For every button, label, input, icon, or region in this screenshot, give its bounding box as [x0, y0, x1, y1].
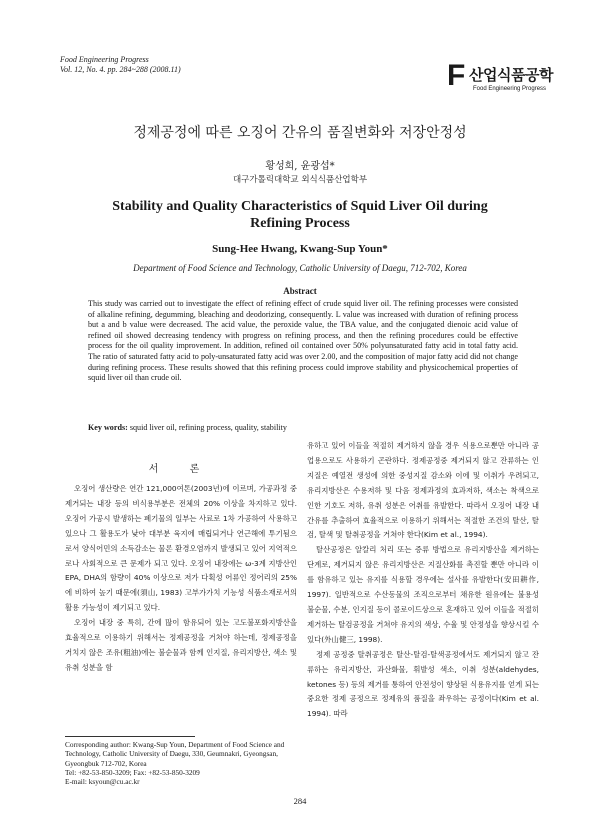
english-authors: Sung-Hee Hwang, Kwang-Sup Youn* [212, 243, 388, 255]
logo-korean-text: 산업식품공학 [469, 66, 553, 84]
footnote-author: Corresponding author: Kwang-Sup Youn, Department of Food Science and Technology, Catholic University of Daegu, 330, Geumnakri, Gyeongsan, Gyeongbuk 712-702, Korea [65, 740, 285, 768]
right-paragraph-2: 탈산공정은 알칼리 처리 또는 증류 방법으로 유리지방산을 제거하는 단계로, 제거되지 않은 유리지방산은 지질산화를 촉진할 뿐만 아니라 이를 함유하고 있는 유지를 식용할 경우에는 설사를 유발한다(安田耕作, 1997). 일반적으로 수산동물의 조직으로부터 채유한 원유에는 불용성 불순물, 수분, 인지질 등이 콜로이드상으로 혼재하고 있어 이들을 적절히 제거하는 탈검공정을 거쳐야 유지의 색상, 수율 및 안정성을 향상시킬 수 있다(外山健三, 1998). [307, 545, 539, 644]
right-paragraph-1: 유하고 있어 이들을 적절히 제거하지 않을 경우 식용으로뿐만 아니라 공업용으로도 사용하기 곤란하다. 정제공정중 제거되지 않고 잔류하는 인지질은 예열전 생성에 의한 중성지질 감소와 이에 및 이취가 우려되고, 유리지방산은 수용저하 및 다음 정제과정의 효과저하, 색소는 착색으로 인한 기호도 저하, 유취 성분은 어취를 유발한다. 따라서 오징어 내장 내 간유를 추출하여 효율적으로 이용하기 위해서는 적절한 조건의 탈산, 탈검, 탈색 및 탈취공정을 거쳐야 한다(Kim et al., 1994). [307, 441, 539, 540]
abstract-text: This study was carried out to investigate the effect of refining effect of crude squid liver oil. The refining processes were consisted of alkaline refining, degumming, bleaching and deodorizing, consequently. L value was increased with duration of refining process but a and b value were decreased. The acid value, the peroxide value, the TBA value, and the conjugated dienoic acid value of refined oil showed decreasing tendency with progress on refining process, and then the refining procedures could be effective process for the oil quality improvement. In addition, refined oil contained over 50% polyunsaturated fatty acid in total fatty acid. The ratio of saturated fatty acid to poly-unsaturated fatty acid was over 2.00, and the composition of major fatty acid did not change during refining process. These results showed that this refining process could improve stability and physicochemical properties of squid liver oil than crude oil. [88, 299, 518, 383]
right-column [307, 439, 539, 722]
left-column [65, 462, 297, 676]
logo-mark: F [447, 59, 466, 92]
abstract-heading: Abstract [283, 286, 317, 296]
page-number: 284 [293, 796, 307, 806]
corresponding-author-footnote [65, 740, 300, 786]
footnote-email[interactable]: E-mail: ksyoun@cu.ac.kr [65, 777, 140, 787]
english-title-line-1: Stability and Quality Characteristics of Squid Liver Oil during [112, 199, 488, 214]
footnote-phone: Tel: +82-53-850-3209; Fax: +82-53-850-3209 [65, 767, 200, 777]
korean-title: 정제공정에 따른 오징어 간유의 품질변화와 저장안정성 [133, 125, 467, 141]
intro-heading: 서 론 [148, 464, 214, 475]
english-title [0, 198, 600, 232]
journal-name: Food Engineering Progress [60, 55, 149, 64]
english-title-line-2: Refining Process [250, 216, 350, 231]
left-paragraph-2: 오징어 내장 중 특히, 간에 많이 함유되어 있는 고도불포화지방산을 효율적으로 이용하기 위해서는 정제공정을 거쳐야 하는데, 정제공정을 거치지 않은 조유(粗油)에는 불순물과 함께 인지질, 유리지방산, 색소 및 유취 성분을 함 [65, 618, 297, 672]
korean-authors: 황성희, 윤광섭* [265, 161, 335, 172]
logo-english-text: Food Engineering Progress [473, 86, 547, 92]
footnote-divider [65, 736, 195, 737]
keywords-text: squid liver oil, refining process, quality, stability [129, 423, 287, 432]
korean-affiliation: 대구가톨릭대학교 외식식품산업학부 [232, 175, 368, 185]
english-affiliation: Department of Food Science and Technology, Catholic University of Daegu, 712-702, Korea [133, 263, 467, 273]
journal-volume: Vol. 12, No. 4. pp. 284~288 (2008.11) [60, 65, 181, 74]
keywords-label: Key words: [88, 423, 128, 432]
left-paragraph-1: 오징어 생산량은 연간 121,000여톤(2003년)에 이르며, 가공과정 중 제거되는 내장 등의 비식용부분은 전체의 20% 이상을 차지하고 있다. 오징어 가공시 발생하는 폐기물의 일부는 사료로 1차 가공하여 사용하고 있으나 그 활용도가 낮아 대부분 육지에 매립되거나 연근해에 투기됨으로서 양식어민의 소득감소는 물론 환경오염까지 발생되고 있어 지역적으로나 사회적으로 큰 문제가 되고 있다. 오징어 내장에는 ω-3계 지방산인 EPA, DHA의 함량이 40% 이상으로 저가 다획성 어류인 정어리의 25%에 비하여 높기 때문에(須山, 1983) 고부가가치 기능성 식품소재로서의 활용 가능성이 제기되고 있다. [65, 484, 297, 613]
keywords [88, 423, 518, 432]
journal-info [60, 55, 181, 75]
journal-logo [447, 59, 555, 100]
right-paragraph-3: 정제 공정중 탈취공정은 탈산-탈검-탈색공정에서도 제거되지 않고 잔류하는 유리지방산, 과산화물, 휘발성 색소, 이취 성분(aldehydes, ketones 등) 등의 제거를 통하여 안전성이 향상된 식용유지를 얻게 되는 중요한 정제 공정으로 정제유의 품질을 좌우하는 공정이다(Kim et al. 1994). 따라 [307, 649, 539, 719]
